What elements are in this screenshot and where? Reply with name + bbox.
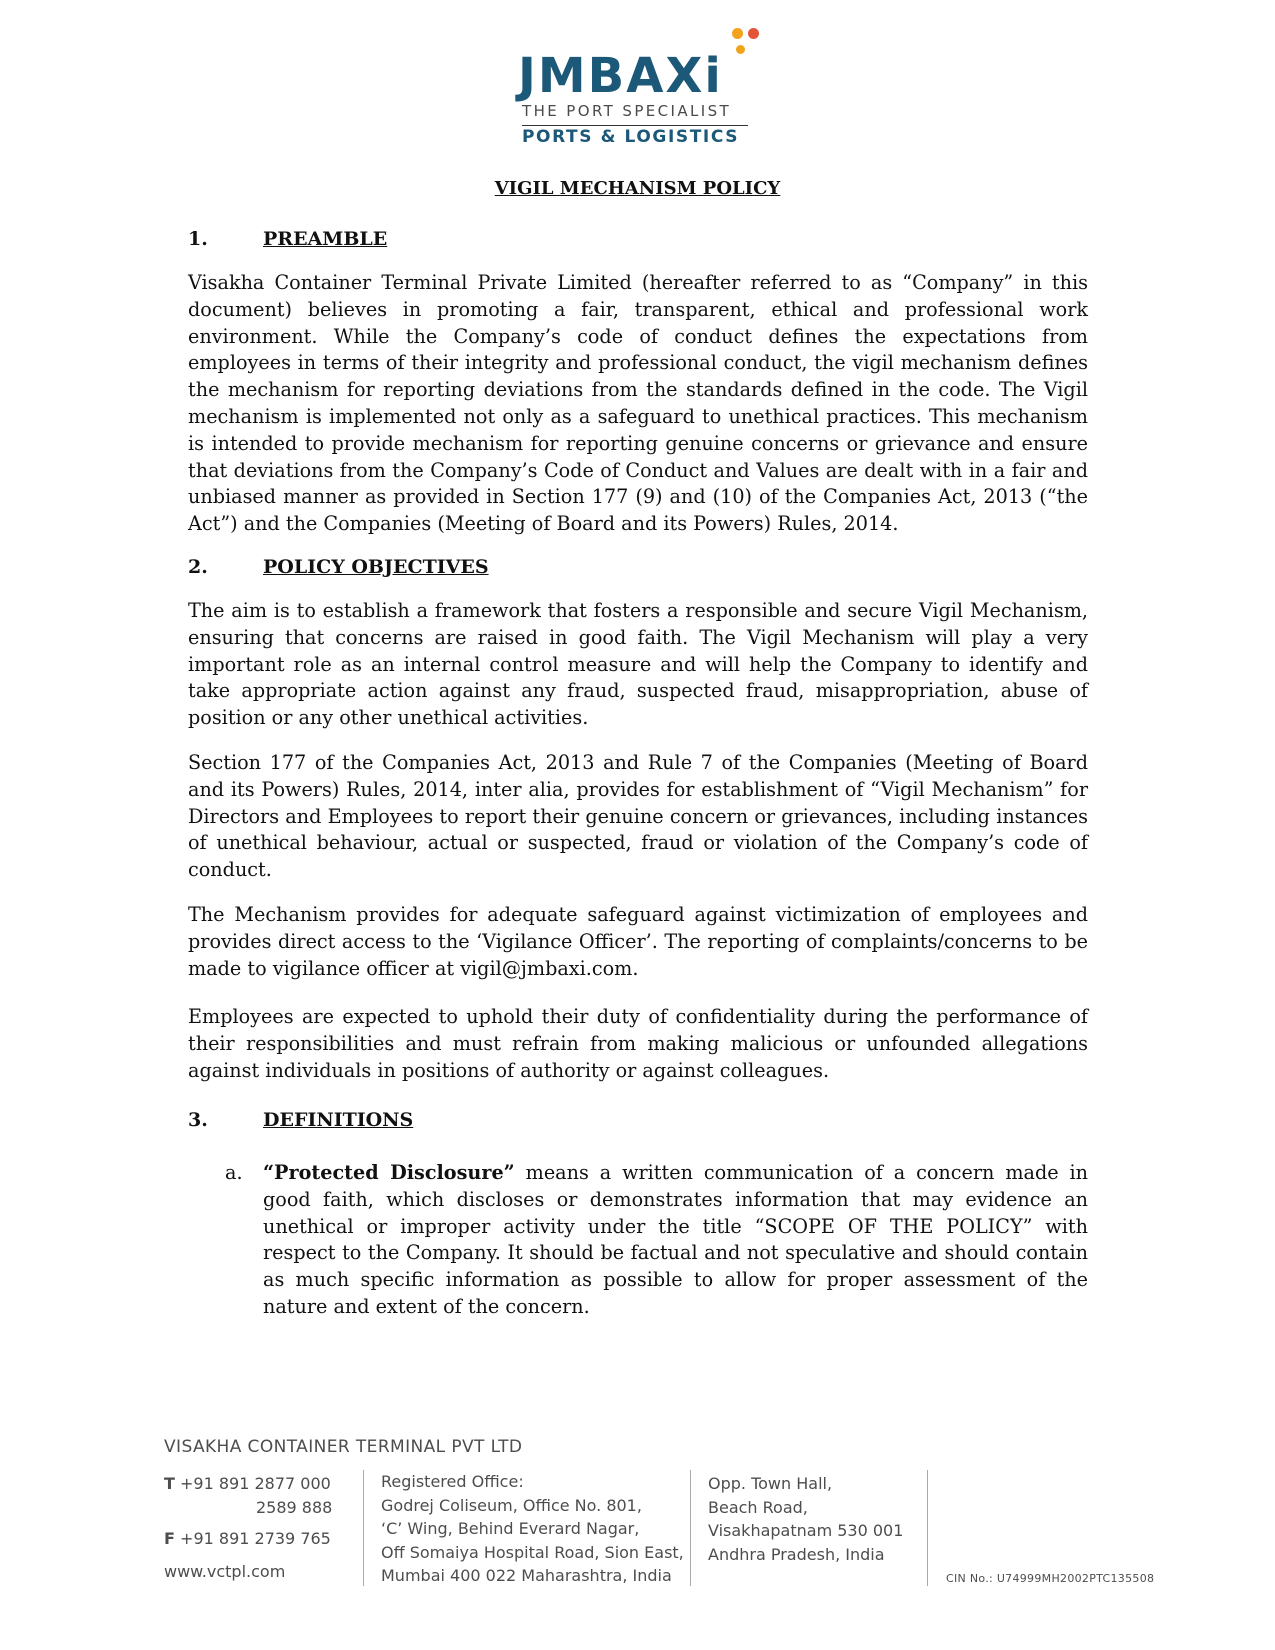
registered-office-line: Mumbai 400 022 Maharashtra, India	[381, 1566, 672, 1585]
address-line: Beach Road,	[708, 1497, 808, 1517]
footer-address	[708, 1472, 903, 1566]
phone-number-2: 2589 888	[256, 1497, 333, 1517]
section-heading-definitions	[188, 1109, 413, 1131]
footer-registered-office	[381, 1470, 684, 1588]
company-logo	[518, 22, 758, 147]
registered-office-line: Off Somaiya Hospital Road, Sion East,	[381, 1542, 684, 1562]
logo-dot-1	[732, 28, 743, 39]
objectives-paragraph-4: Employees are expected to uphold their duty of confidentiality during the performance of their responsibilities and must refrain from making malicious or unfounded allegations against individuals in positions of authority or against colleagues.	[188, 1005, 1088, 1082]
registered-office-line: ‘C’ Wing, Behind Everard Nagar,	[381, 1519, 640, 1538]
preamble-paragraph: Visakha Container Terminal Private Limited (hereafter referred to as “Company” in this document) believes in promoting a fair, transparent, ethical and professional work environment. While the Company’s code of conduct defines the expectations from employees in terms of their integrity and professional conduct, the vigil mechanism defines the mechanism for reporting deviations from the standards defined in the code. The Vigil mechanism is implemented not only as a safeguard to unethical practices. This mechanism is intended to provide mechanism for reporting genuine concerns or grievance and ensure that deviations from the Company’s Code of Conduct and Values are dealt with in a fair and unbiased manner as provided in Section 177 (9) and (10) of the Companies Act, 2013 (“the Act”) and the Companies (Meeting of Board and its Powers) Rules, 2014.	[188, 271, 1088, 536]
definition-item	[225, 1160, 1088, 1321]
fax-label: F	[164, 1529, 175, 1548]
logo-dot-3	[736, 45, 745, 54]
address-line: Opp. Town Hall,	[708, 1474, 833, 1493]
footer-divider	[363, 1470, 364, 1586]
footer-divider	[927, 1470, 928, 1586]
footer-cin: CIN No.: U74999MH2002PTC135508	[946, 1572, 1155, 1585]
address-line: Visakhapatnam 530 001	[708, 1521, 904, 1540]
registered-office-label: Registered Office:	[381, 1472, 524, 1491]
section-title: DEFINITIONS	[263, 1109, 414, 1131]
logo-dot-2	[748, 28, 759, 39]
address-line: Andhra Pradesh, India	[708, 1544, 885, 1564]
phone-number-1: +91 891 2877 000	[180, 1474, 331, 1493]
footer-company-name: VISAKHA CONTAINER TERMINAL PVT LTD	[164, 1437, 523, 1457]
definition-term: “Protected Disclosure”	[263, 1161, 515, 1184]
section-number: 2.	[188, 556, 208, 578]
objectives-paragraph-1: The aim is to establish a framework that fosters a responsible and secure Vigil Mechanism, ensuring that concerns are raised in good faith. The Vigil Mechanism will play a very important role as an internal control measure and will help the Company to identify and take appropriate action against any fraud, suspected fraud, misappropriation, abuse of position or any other unethical activities.	[188, 599, 1088, 730]
section-heading-policy-objectives	[188, 556, 489, 578]
logo-tagline: THE PORT SPECIALIST	[522, 102, 732, 120]
fax-number: +91 891 2739 765	[180, 1529, 331, 1548]
section-heading-preamble	[188, 228, 387, 250]
website-link[interactable]: www.vctpl.com	[164, 1561, 286, 1581]
section-title: POLICY OBJECTIVES	[263, 556, 489, 578]
phone-label: T	[164, 1474, 175, 1493]
section-title: PREAMBLE	[263, 228, 388, 250]
footer-divider	[690, 1470, 691, 1586]
logo-wordmark: JMBAXi	[518, 48, 723, 104]
list-marker: a.	[225, 1161, 243, 1184]
definition-text	[263, 1160, 1088, 1321]
document-title: VIGIL MECHANISM POLICY	[494, 178, 781, 199]
objectives-paragraph-2: Section 177 of the Companies Act, 2013 and Rule 7 of the Companies (Meeting of Board and its Powers) Rules, 2014, inter alia, provides for establishment of “Vigil Mechanism” for Directors and Employees to report their genuine concern or grievances, including instances of unethical behaviour, actual or suspected, fraud or violation of the Company’s code of conduct.	[188, 751, 1088, 882]
logo-subtitle: PORTS & LOGISTICS	[522, 127, 740, 147]
section-number: 3.	[188, 1109, 208, 1131]
section-number: 1.	[188, 228, 208, 250]
objectives-paragraph-3: The Mechanism provides for adequate safeguard against victimization of employees and provides direct access to the ‘Vigilance Officer’. The reporting of complaints/concerns to be made to vigilance officer at vigil@jmbaxi.com.	[188, 903, 1088, 980]
footer-contact	[164, 1472, 332, 1583]
registered-office-line: Godrej Coliseum, Office No. 801,	[381, 1495, 642, 1515]
definition-body: means a written communication of a concern made in good faith, which discloses or demonstrates information that may evidence an unethical or improper activity under the title “SCOPE OF THE POLICY” with respect to the Company. It should be factual and not speculative and should contain as much specific information as possible to allow for proper assessment of the nature and extent of the concern.	[263, 1161, 1088, 1318]
logo-divider	[522, 125, 748, 126]
